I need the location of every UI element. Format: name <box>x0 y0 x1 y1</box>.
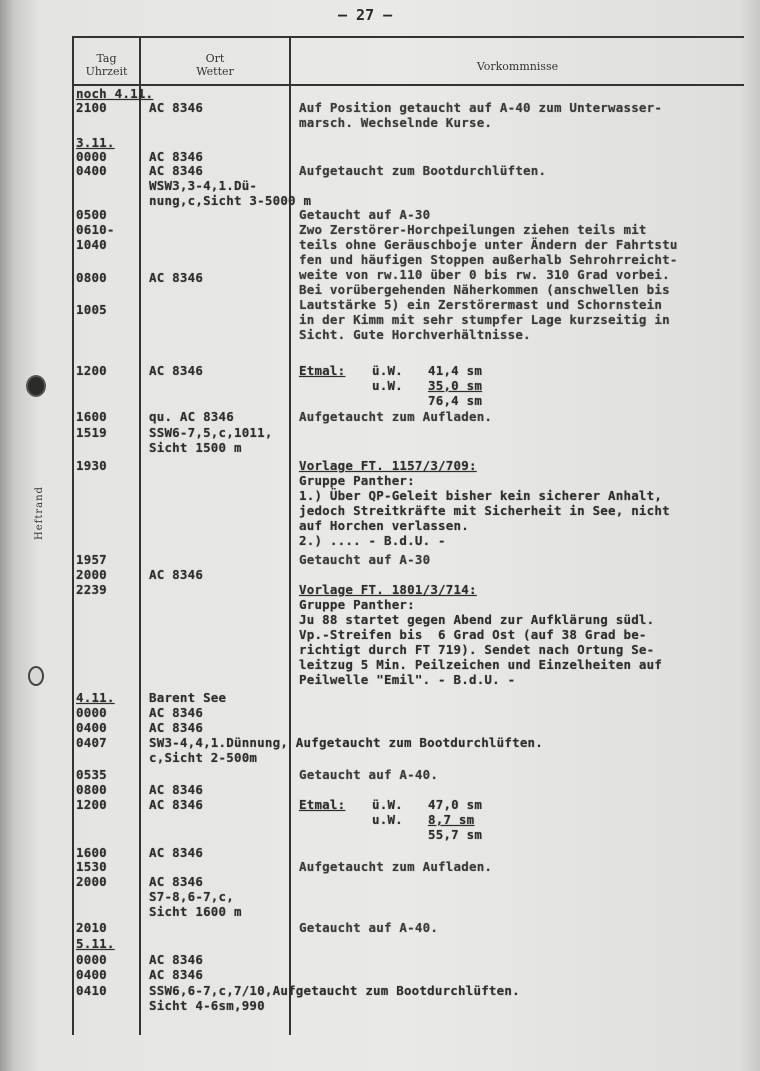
etmal-uw-label: ü.W. <box>372 363 403 378</box>
entry-location-weather: AC 8346 <box>149 567 204 582</box>
entry-location-weather: AC 8346 <box>149 363 204 378</box>
etmal-dw-value: 8,7 sm <box>428 812 475 827</box>
entry-location-weather: AC 8346 <box>149 782 204 797</box>
entry-event-text: Aufgetaucht zum Aufladen. <box>299 409 493 424</box>
entry-location-weather: AC 8346 <box>149 967 204 982</box>
entry-date-time: 0800 <box>76 270 107 285</box>
entry-date-time: 0000 <box>76 149 107 164</box>
page-number: – 27 – <box>338 6 393 24</box>
entry-date-time: 0000 <box>76 705 107 720</box>
entry-location-weather: AC 8346 <box>149 705 204 720</box>
table-border-left <box>72 38 74 1035</box>
entry-event-text: Zwo Zerstörer-Horchpeilungen ziehen teils mit teils ohne Geräuschboje unter Ändern der Fahrtstu fen und häufigen Stoppen außerhalb Sehrohrreicht- weite von rw.110 über 0 bis rw. 310 Grad vorbei. Bei vorübergehenden Näherkommen (anschwellen bis Lautstärke 5) ein Zerstörermast und Schornstein in der Kimm mit sehr stumpfer Lage kurzseitig in Sicht. Gute Horchverhältnisse. <box>299 222 678 342</box>
table-top-rule <box>72 36 744 38</box>
etmal-total: 55,7 sm <box>428 827 483 842</box>
entry-location-weather: AC 8346 <box>149 149 204 164</box>
entry-event-text: Aufgetaucht zum Aufladen. <box>299 859 493 874</box>
entry-event-text: Getaucht auf A-40. <box>299 767 439 782</box>
entry-location-weather: AC 8346 <box>149 797 204 812</box>
entry-location-weather: AC 8346 <box>149 952 204 967</box>
entry-location-weather: AC 8346 S7-8,6-7,c, Sicht 1600 m <box>149 874 242 919</box>
entry-location-weather: AC 8346 <box>149 720 204 735</box>
entry-date-time: 2239 <box>76 582 107 597</box>
entry-location-weather: WSW3,3-4,1.Dü- nung,c,Sicht 3-5000 m <box>149 178 312 208</box>
entry-location-weather: AC 8346 <box>149 163 204 178</box>
entry-location-weather: SW3-4,4,1.Dünnung, Aufgetaucht zum Bootdurchlüften. c,Sicht 2-500m <box>149 735 544 765</box>
header-ort-wetter: Ort Wetter <box>196 52 234 78</box>
entry-date-time: 0400 <box>76 967 107 982</box>
entry-date-time: 0500 <box>76 207 107 222</box>
entry-date-time: 0410 <box>76 983 107 998</box>
entry-date-time: 2000 <box>76 874 107 889</box>
etmal-dw-value: 35,0 sm <box>428 378 483 393</box>
entry-date-time: 0535 <box>76 767 107 782</box>
entry-date-time: 0000 <box>76 952 107 967</box>
etmal-label: Etmal: <box>299 363 346 378</box>
etmal-uw-value: 41,4 sm <box>428 363 483 378</box>
header-vorkommnisse: Vorkommnisse <box>476 60 559 73</box>
entry-date-time: 0400 <box>76 163 107 178</box>
entry-date-time: 5.11. <box>76 936 115 951</box>
entry-date-time: 1200 <box>76 363 107 378</box>
etmal-dw-label: u.W. <box>372 812 403 827</box>
entry-location-weather: AC 8346 <box>149 270 204 285</box>
column-divider-1 <box>139 38 141 1035</box>
entry-event-text: Auf Position getaucht auf A-40 zum Unterwasser- marsch. Wechselnde Kurse. <box>299 100 663 130</box>
entry-date-time: 2010 <box>76 920 107 935</box>
header-tag-uhrzeit: Tag Uhrzeit <box>85 52 128 78</box>
entry-date-time: 1519 <box>76 425 107 440</box>
entry-location-weather: SSW6,6-7,c,7/10,Aufgetaucht zum Bootdurchlüften. Sicht 4-6sm,990 <box>149 983 520 1013</box>
margin-label-heftrand: Heftrand <box>34 486 45 540</box>
header-bottom-rule <box>72 84 744 86</box>
entry-date-time: 0407 <box>76 735 107 750</box>
entry-event-text: Getaucht auf A-30 <box>299 207 431 222</box>
vorlage-title: Vorlage FT. 1801/3/714: <box>299 582 477 597</box>
entry-date-time: 1600 <box>76 845 107 860</box>
entry-location-weather: AC 8346 <box>149 845 204 860</box>
entry-date-time: 0800 <box>76 782 107 797</box>
entry-date-time: noch 4.11. <box>76 86 154 101</box>
entry-date-time: 1600 <box>76 409 107 424</box>
etmal-uw-value: 47,0 sm <box>428 797 483 812</box>
vorlage-text: Gruppe Panther: 1.) Über QP-Geleit bisher kein sicherer Anhalt, jedoch Streitkräfte mit Sicherheit in See, nicht auf Horchen verlassen. 2.) .... - B.d.U. - <box>299 473 670 548</box>
etmal-label: Etmal: <box>299 797 346 812</box>
etmal-dw-label: u.W. <box>372 378 403 393</box>
entry-date-time: 0610- 1040 <box>76 222 115 252</box>
entry-event-text: Aufgetaucht zum Bootdurchlüften. <box>299 163 547 178</box>
entry-date-time: 3.11. <box>76 135 115 150</box>
entry-location-weather: SSW6-7,5,c,1011, Sicht 1500 m <box>149 425 273 455</box>
entry-event-text: Getaucht auf A-30 <box>299 552 431 567</box>
vorlage-title: Vorlage FT. 1157/3/709: <box>299 458 477 473</box>
punch-hole-lower <box>28 666 44 686</box>
entry-date-time: 1200 <box>76 797 107 812</box>
entry-date-time: 1957 <box>76 552 107 567</box>
entry-date-time: 2100 <box>76 100 107 115</box>
entry-location-weather: AC 8346 <box>149 100 204 115</box>
entry-location-weather: qu. AC 8346 <box>149 409 234 424</box>
punch-hole-upper <box>26 375 46 397</box>
entry-date-time: 1005 <box>76 302 107 317</box>
entry-date-time: 1530 <box>76 859 107 874</box>
entry-location-weather: Barent See <box>149 690 227 705</box>
entry-date-time: 1930 <box>76 458 107 473</box>
entry-event-text: Getaucht auf A-40. <box>299 920 439 935</box>
entry-date-time: 0400 <box>76 720 107 735</box>
entry-date-time: 4.11. <box>76 690 115 705</box>
etmal-uw-label: ü.W. <box>372 797 403 812</box>
etmal-total: 76,4 sm <box>428 393 483 408</box>
entry-date-time: 2000 <box>76 567 107 582</box>
vorlage-text: Gruppe Panther: Ju 88 startet gegen Abend zur Aufklärung südl. Vp.-Streifen bis 6 Grad Ost (auf 38 Grad be- richtigt durch FT 719). Sendet nach Ortung Se- leitzug 5 Min. Peilzeichen und Einzelheiten auf Peilwelle "Emil". - B.d.U. - <box>299 597 663 687</box>
